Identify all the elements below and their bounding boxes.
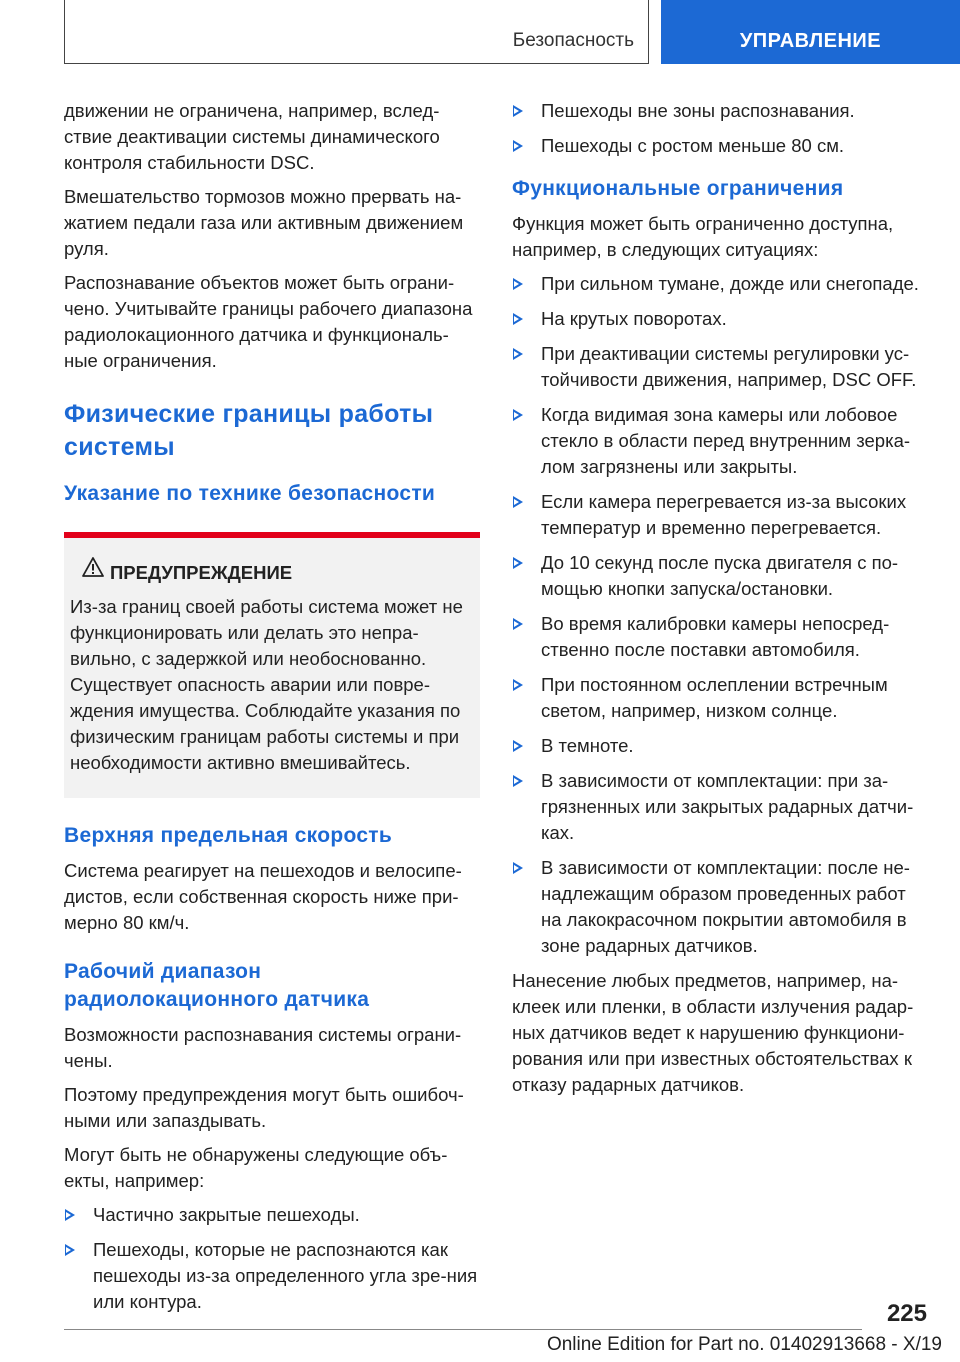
triangle-bullet-icon (513, 140, 523, 152)
list-item-text: Если камера перегревается из-за высоких температур и временно перегревается. (541, 491, 907, 538)
warning-box (64, 532, 480, 798)
triangle-bullet-icon (65, 1209, 75, 1221)
triangle-bullet-icon (513, 618, 523, 630)
list-item (512, 306, 928, 332)
paragraph: движении не ограничена, например, вслед-ствие деактивации системы динамического контроля стабильности DSC. (64, 100, 440, 173)
warning-triangle-icon (82, 557, 104, 584)
list-item-text: При сильном тумане, дожде или снегопаде. (541, 273, 919, 294)
heading-radar-range: Рабочий диапазон радиолокационного датчика (64, 960, 370, 1011)
heading-physical-limits: Физические границы работы системы (64, 400, 434, 461)
footer-divider (64, 1329, 862, 1330)
list-item (512, 672, 928, 724)
list-item-text: При деактивации системы регулировки ус-тойчивости движения, например, DSC OFF. (541, 343, 917, 390)
header-tab: УПРАВЛЕНИЕ (661, 0, 960, 64)
list-item (512, 768, 928, 846)
list-item (512, 133, 928, 159)
heading-safety-note: Указание по технике безопасности (64, 482, 436, 505)
triangle-bullet-icon (65, 1244, 75, 1256)
paragraph: Возможности распознавания системы ограни-чены. (64, 1024, 462, 1071)
list-item-text: Частично закрытые пешеходы. (93, 1204, 360, 1225)
triangle-bullet-icon (513, 409, 523, 421)
heading-functional-limits: Функциональные ограничения (512, 177, 844, 200)
triangle-bullet-icon (513, 496, 523, 508)
edition-note: Online Edition for Part no. 01402913668 - X/19 (546, 1334, 942, 1355)
list-item (512, 733, 928, 759)
triangle-bullet-icon (513, 313, 523, 325)
right-column (512, 98, 928, 1106)
paragraph: Система реагирует на пешеходов и велосипе-дистов, если собственная скорость ниже при-мерно 80 км/ч. (64, 860, 462, 933)
bullet-list (512, 271, 928, 959)
triangle-bullet-icon (513, 557, 523, 569)
paragraph: Могут быть не обнаружены следующие объ-екты, например: (64, 1144, 448, 1191)
list-item (512, 855, 928, 959)
heading-upper-speed: Верхняя предельная скорость (64, 824, 393, 847)
list-item-text: Во время калибровки камеры непосред-ственно после поставки автомобиля. (541, 613, 890, 660)
list-item (64, 1202, 480, 1228)
warning-title: ПРЕДУПРЕЖДЕНИЕ (110, 562, 293, 583)
list-item-text: Пешеходы вне зоны распознавания. (541, 100, 855, 121)
header-section-box (64, 0, 649, 64)
paragraph: Нанесение любых предметов, например, на-клеек или пленки, в области излучения радар-ных датчиков ведет к нарушению функциони-рования или при известных обстоятельствах к отказу радарных датчиков. (512, 970, 914, 1095)
list-item-text: На крутых поворотах. (541, 308, 727, 329)
list-item-text: Пешеходы, которые не распознаются как пешеходы из-за определенного угла зре-ния или контура. (93, 1239, 478, 1312)
triangle-bullet-icon (513, 775, 523, 787)
list-item (512, 98, 928, 124)
triangle-bullet-icon (513, 862, 523, 874)
paragraph: Вмешательство тормозов можно прервать на-жатием педали газа или активным движением руля. (64, 186, 464, 259)
left-column (64, 98, 480, 1324)
list-item-text: В зависимости от комплектации: после не-надлежащим образом проведенных работ на лакокрасочном покрытии автомобиля в зоне радарных датчиков. (541, 857, 910, 956)
triangle-bullet-icon (513, 740, 523, 752)
list-item-text: При постоянном ослеплении встречным светом, например, низком солнце. (541, 674, 888, 721)
warning-title-row (70, 560, 472, 586)
list-item-text: Пешеходы с ростом меньше 80 см. (541, 135, 845, 156)
list-item (512, 489, 928, 541)
warning-text: Из-за границ своей работы система может не функционировать или делать это непра-вильно, с задержкой или необоснованно. Существует опасность аварии или повре-ждения имущества. Соблюдайте указания по физическим границам работы системы и при необходимости активно вмешивайтесь. (70, 596, 463, 773)
header-section-title: Безопасность (512, 30, 634, 51)
list-item-text: Когда видимая зона камеры или лобовое стекло в области перед внутренним зерка-лом загрязнены или закрыты. (541, 404, 911, 477)
paragraph: Поэтому предупреждения могут быть ошибоч-ными или запаздывать. (64, 1084, 464, 1131)
triangle-bullet-icon (513, 278, 523, 290)
list-item (512, 550, 928, 602)
paragraph: Распознавание объектов может быть ограни-чено. Учитывайте границы рабочего диапазона радиолокационного датчика и функциональ-ные ограничения. (64, 272, 473, 371)
bullet-list (64, 1202, 480, 1315)
triangle-bullet-icon (513, 679, 523, 691)
bullet-list (512, 98, 928, 159)
list-item-text: В зависимости от комплектации: при за-грязненных или закрытых радарных датчи-ках. (541, 770, 914, 843)
list-item-text: До 10 секунд после пуска двигателя с по-мощью кнопки запуска/остановки. (541, 552, 899, 599)
list-item (512, 611, 928, 663)
paragraph: Функция может быть ограниченно доступна, например, в следующих ситуациях: (512, 213, 894, 260)
list-item (512, 341, 928, 393)
list-item (512, 402, 928, 480)
triangle-bullet-icon (513, 348, 523, 360)
list-item (64, 1237, 480, 1315)
list-item (512, 271, 928, 297)
page-number: 225 (886, 1300, 927, 1327)
list-item-text: В темноте. (541, 735, 634, 756)
triangle-bullet-icon (513, 105, 523, 117)
